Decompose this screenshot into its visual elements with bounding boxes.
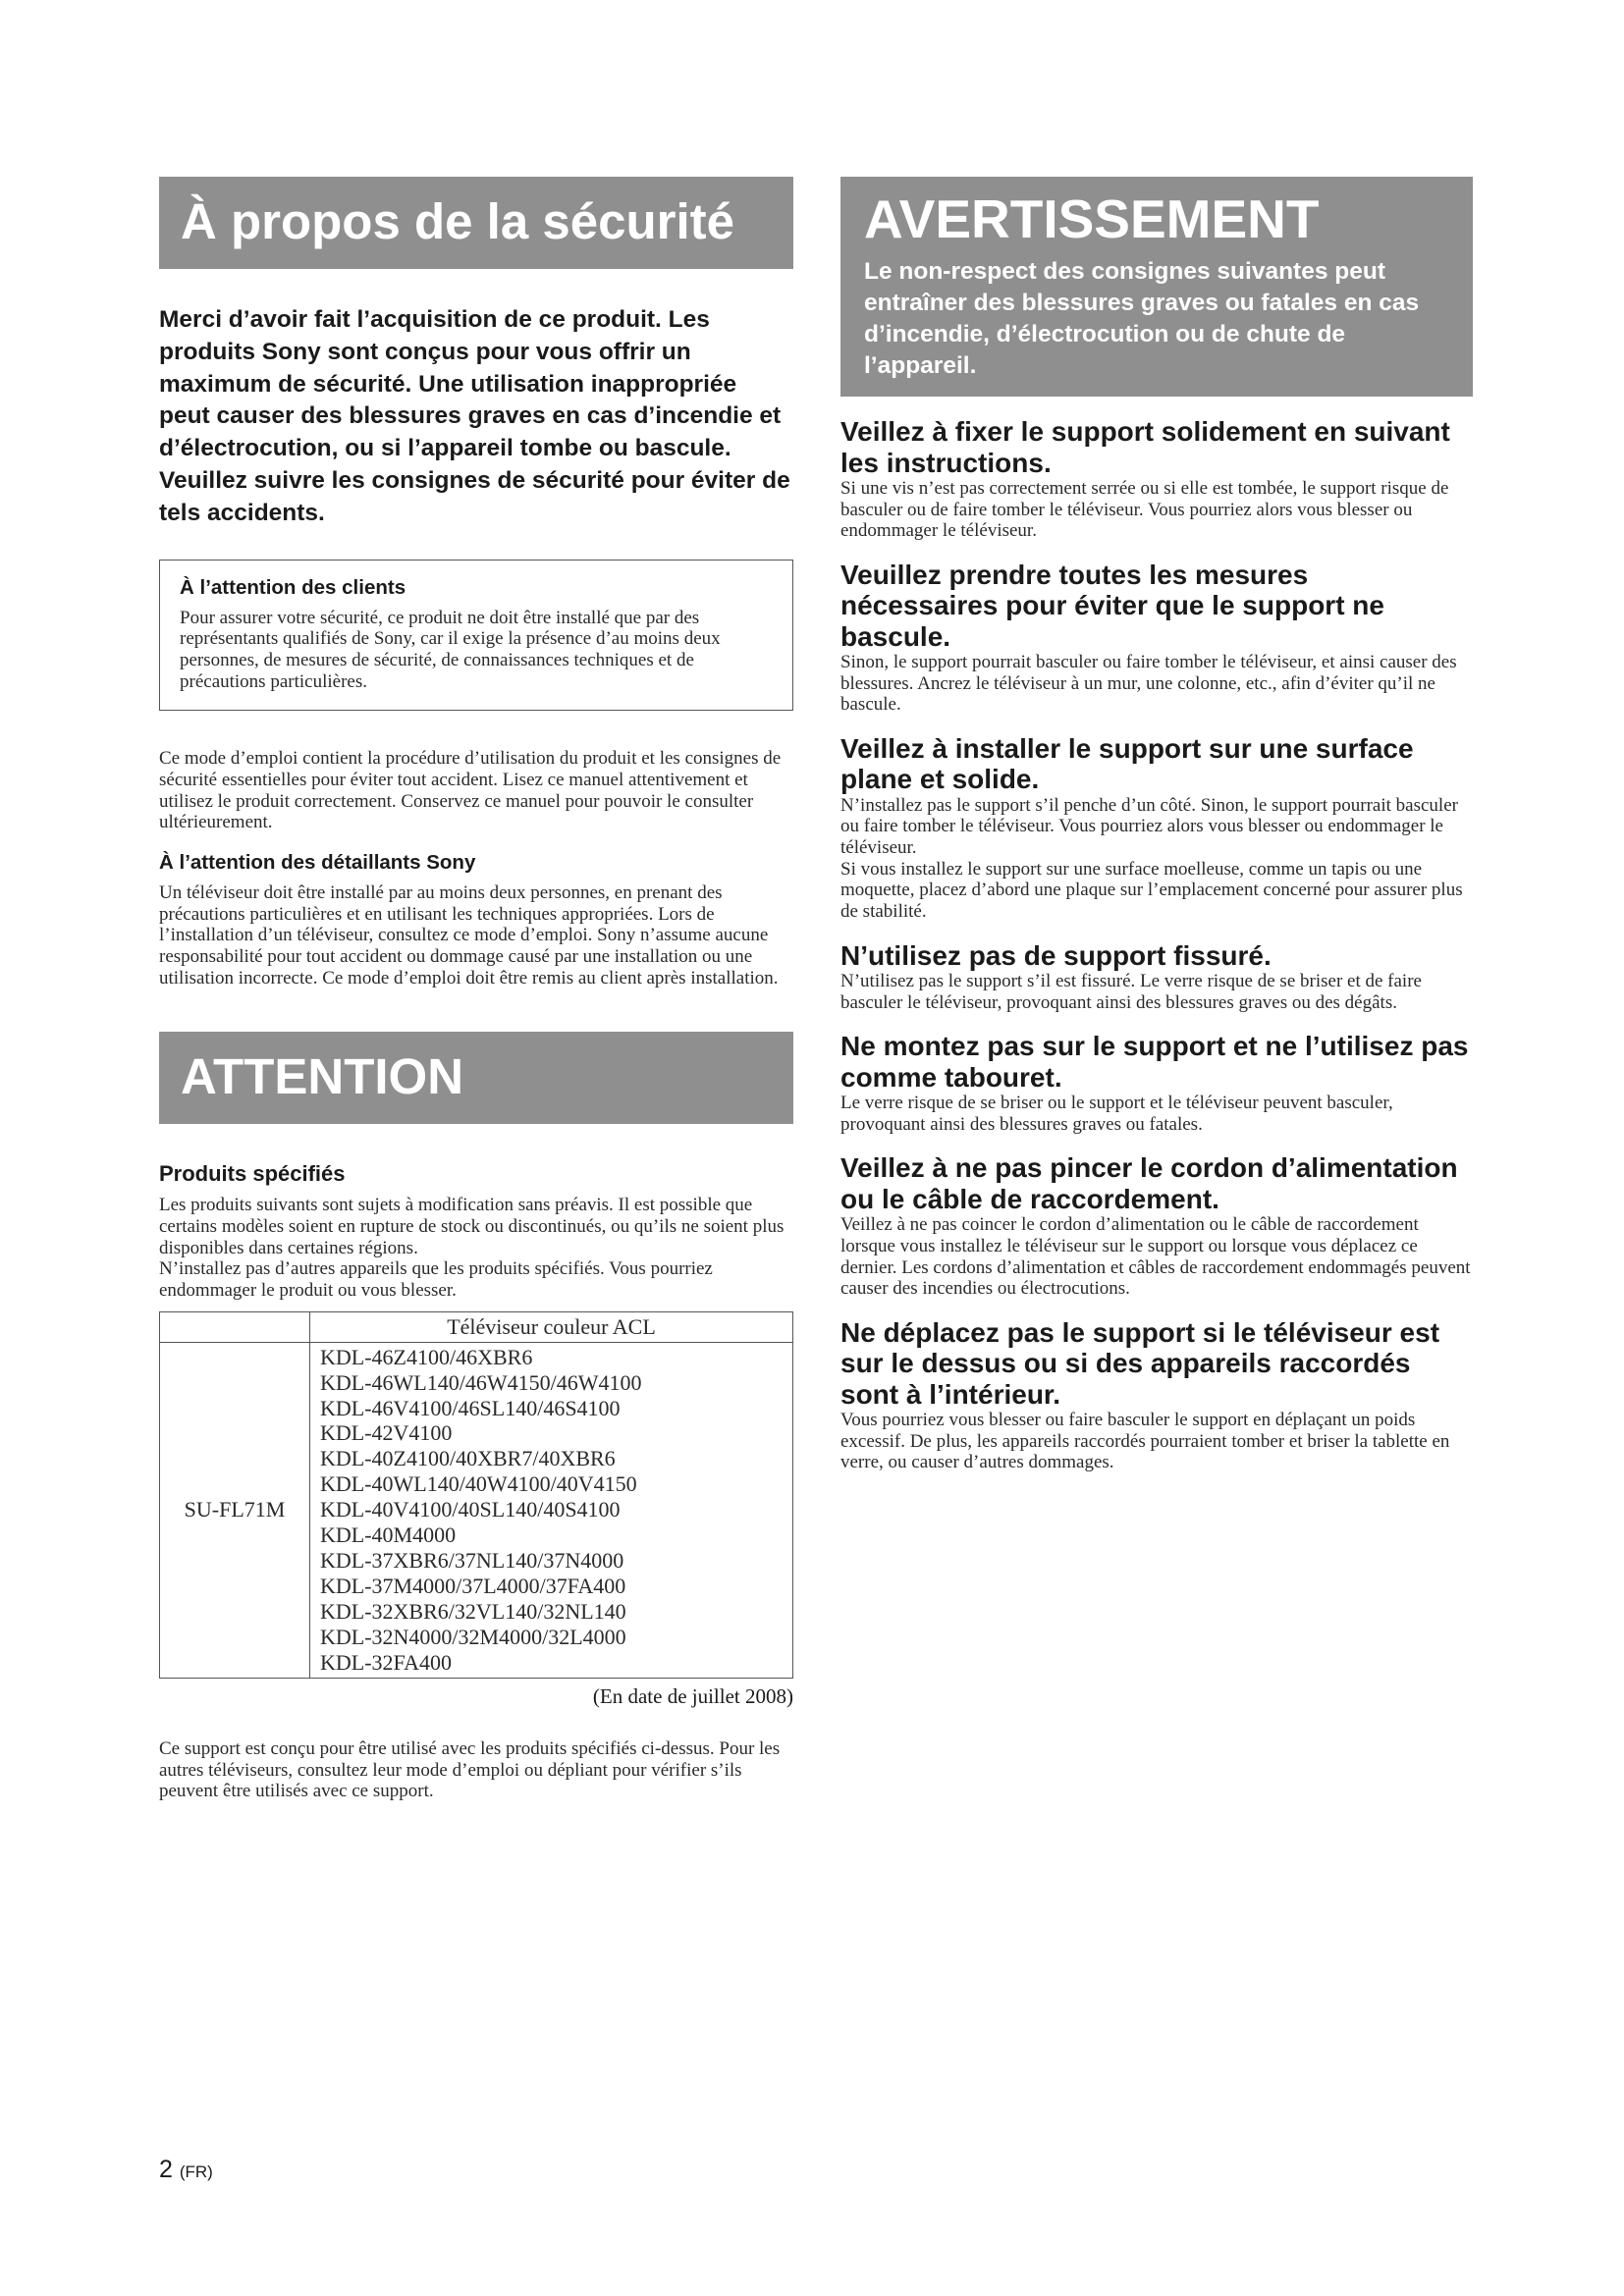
warning-section-title: Veillez à ne pas pincer le cordon d’alimentation ou le câble de raccordement. xyxy=(840,1152,1458,1214)
warning-section-text: N’utilisez pas le support s’il est fissuré. Le verre risque de se briser et de faire basculer le téléviseur, provoquant ainsi des blessures graves ou des dégâts. xyxy=(840,971,1422,1013)
tv-model: KDL-32FA400 xyxy=(320,1650,453,1676)
tv-model: KDL-46V4100/46SL140/46S4100 xyxy=(320,1395,621,1420)
page-number-value: 2 xyxy=(159,2156,173,2183)
page-language: (FR) xyxy=(179,2163,213,2181)
warning-section-text: Sinon, le support pourrait basculer ou faire tomber le téléviseur, et ainsi causer des blessures. Ancrez le téléviseur à un mur, une colonne, etc., afin d’éviter qu’il ne bascule. xyxy=(840,652,1457,716)
warning-section-title: Veuillez prendre toutes les mesures nécessaires pour éviter que le support ne bascule. xyxy=(840,560,1384,652)
page-number xyxy=(159,2156,213,2184)
warning-section-text-2: Si vous installez le support sur une surface moelleuse, comme un tapis ou une moquette, placez d’abord une plaque sur l’emplacement concerné pour assurer plus de stabilité. xyxy=(840,858,1463,923)
warning-section-title: Ne montez pas sur le support et ne l’utilisez pas comme tabouret. xyxy=(840,1031,1469,1093)
tv-model: KDL-46WL140/46W4150/46W4100 xyxy=(320,1369,642,1395)
manual-paragraph: Ce mode d’emploi contient la procédure d’utilisation du produit et les consignes de sécurité essentielles pour éviter tout accident. Lisez ce manuel attentivement et utilisez le produit correctement. Conservez ce manuel pour pouvoir le consulter ultérieurement. xyxy=(159,748,782,833)
closing-paragraph: Ce support est conçu pour être utilisé avec les produits spécifiés ci-dessus. Pour les autres téléviseurs, consultez leur mode d’emploi ou dépliant pour vérifier s’ils peuvent être utilisés avec ce support. xyxy=(159,1738,781,1802)
left-column xyxy=(159,177,793,1802)
warning-section xyxy=(840,1152,1473,1299)
dealers-notice-title: À l’attention des détaillants Sony xyxy=(159,851,476,875)
tv-model: KDL-40V4100/40SL140/40S4100 xyxy=(320,1497,621,1522)
warning-section-text: N’installez pas le support s’il penche d’un côté. Sinon, le support pourrait basculer ou faire tomber le téléviseur. Vous pourriez alors vous blesser ou endommager le téléviseur. xyxy=(840,794,1458,859)
warning-section xyxy=(840,1031,1473,1135)
table-corner-cell xyxy=(160,1311,310,1342)
tv-model: KDL-32XBR6/32VL140/32NL140 xyxy=(320,1599,626,1625)
tv-model: KDL-46Z4100/46XBR6 xyxy=(320,1344,533,1369)
clients-notice-box xyxy=(159,560,793,712)
tv-model: KDL-42V4100 xyxy=(320,1420,453,1446)
warning-section-title: N’utilisez pas de support fissuré. xyxy=(840,939,1272,971)
dealers-notice-text: Un téléviseur doit être installé par au moins deux personnes, en prenant des précautions particulières et en utilisant les techniques appropriées. Lors de l’installation d’un téléviseur, consultez ce mode d’emploi. Sony n’assume aucune responsabilité pour tout accident ou dommage causé par une installation ou une utilisation incorrecte. Ce mode d’emploi doit être remis au client après installation. xyxy=(159,882,779,988)
warning-text: Le non-respect des consignes suivantes peut entraîner des blessures graves ou fatales en cas d’incendie, d’électrocution ou de chute de l’appareil. xyxy=(864,258,1420,379)
warning-section-title: Veillez à installer le support sur une surface plane et solide. xyxy=(840,733,1414,795)
warning-section xyxy=(840,1317,1473,1473)
tv-model: KDL-40M4000 xyxy=(320,1522,457,1548)
stand-model-cell: SU-FL71M xyxy=(160,1342,310,1678)
warning-section-title: Ne déplacez pas le support si le téléviseur est sur le dessus ou si des appareils raccordés sont à l’intérieur. xyxy=(840,1316,1440,1410)
right-column xyxy=(840,177,1473,1473)
tv-model: KDL-37XBR6/37NL140/37N4000 xyxy=(320,1548,624,1574)
intro-paragraph: Merci d’avoir fait l’acquisition de ce produit. Les produits Sony sont conçus pour vous offrir un maximum de sécurité. Une utilisation inappropriée peut causer des blessures graves en cas d’incendie et d’électrocution, ou si l’appareil tombe ou bascule. Veuillez suivre les consignes de sécurité pour éviter de tels accidents. xyxy=(159,306,790,526)
section-title-safety: À propos de la sécurité xyxy=(159,177,793,269)
warning-section-text: Veillez à ne pas coincer le cordon d’alimentation ou le câble de raccordement lorsque vous installez le téléviseur sur le support ou lorsque vous déplacez ce dernier. Les cordons d’alimentation et câbles de raccordement endommagés peuvent causer des incendies ou électrocutions. xyxy=(840,1214,1471,1300)
warning-section-text: Vous pourriez vous blesser ou faire basculer le support en déplaçant un poids excessif. De plus, les appareils raccordés pourraient tomber et briser la tablette en verre, ou causer d’autres dommages. xyxy=(840,1409,1450,1473)
section-title-attention: ATTENTION xyxy=(159,1032,793,1124)
tv-models-cell xyxy=(310,1342,793,1678)
compatible-models-table xyxy=(159,1311,793,1679)
clients-notice-title: À l’attention des clients xyxy=(180,575,406,599)
warning-section xyxy=(840,733,1473,923)
warning-section xyxy=(840,416,1473,542)
warning-title: AVERTISSEMENT xyxy=(864,188,1320,249)
warning-section xyxy=(840,560,1473,716)
table-header: Téléviseur couleur ACL xyxy=(310,1311,793,1342)
specified-products-title: Produits spécifiés xyxy=(159,1161,346,1187)
warning-section-text: Le verre risque de se briser ou le support et le téléviseur peuvent basculer, provoquant ainsi des blessures graves ou fatales. xyxy=(840,1093,1393,1135)
warning-section-text: Si une vis n’est pas correctement serrée ou si elle est tombée, le support risque de basculer ou de faire tomber le téléviseur. Vous pourriez alors vous blesser ou endommager le téléviseur. xyxy=(840,478,1449,542)
warning-section-title: Veillez à fixer le support solidement en suivant les instructions. xyxy=(840,416,1450,478)
warning-section xyxy=(840,940,1473,1014)
specified-products-text-1: Les produits suivants sont sujets à modification sans préavis. Il est possible que certains modèles soient en rupture de stock ou discontinués, ou qu’ils ne soient plus disponibles dans certaines régions. xyxy=(159,1195,785,1258)
warning-banner xyxy=(840,177,1473,397)
tv-model: KDL-32N4000/32M4000/32L4000 xyxy=(320,1625,626,1650)
tv-model: KDL-40WL140/40W4100/40V4150 xyxy=(320,1471,637,1497)
date-note: (En date de juillet 2008) xyxy=(592,1684,793,1708)
clients-notice-text: Pour assurer votre sécurité, ce produit ne doit être installé que par des représentants qualifiés de Sony, car il exige la présence d’au moins deux personnes, de mesures de sécurité, de connaissances techniques et de précautions particulières. xyxy=(180,607,721,692)
tv-model: KDL-37M4000/37L4000/37FA400 xyxy=(320,1574,626,1599)
tv-model: KDL-40Z4100/40XBR7/40XBR6 xyxy=(320,1446,616,1471)
specified-products-text-2: N’installez pas d’autres appareils que les produits spécifiés. Vous pourriez endommager le produit ou vous blesser. xyxy=(159,1258,713,1301)
